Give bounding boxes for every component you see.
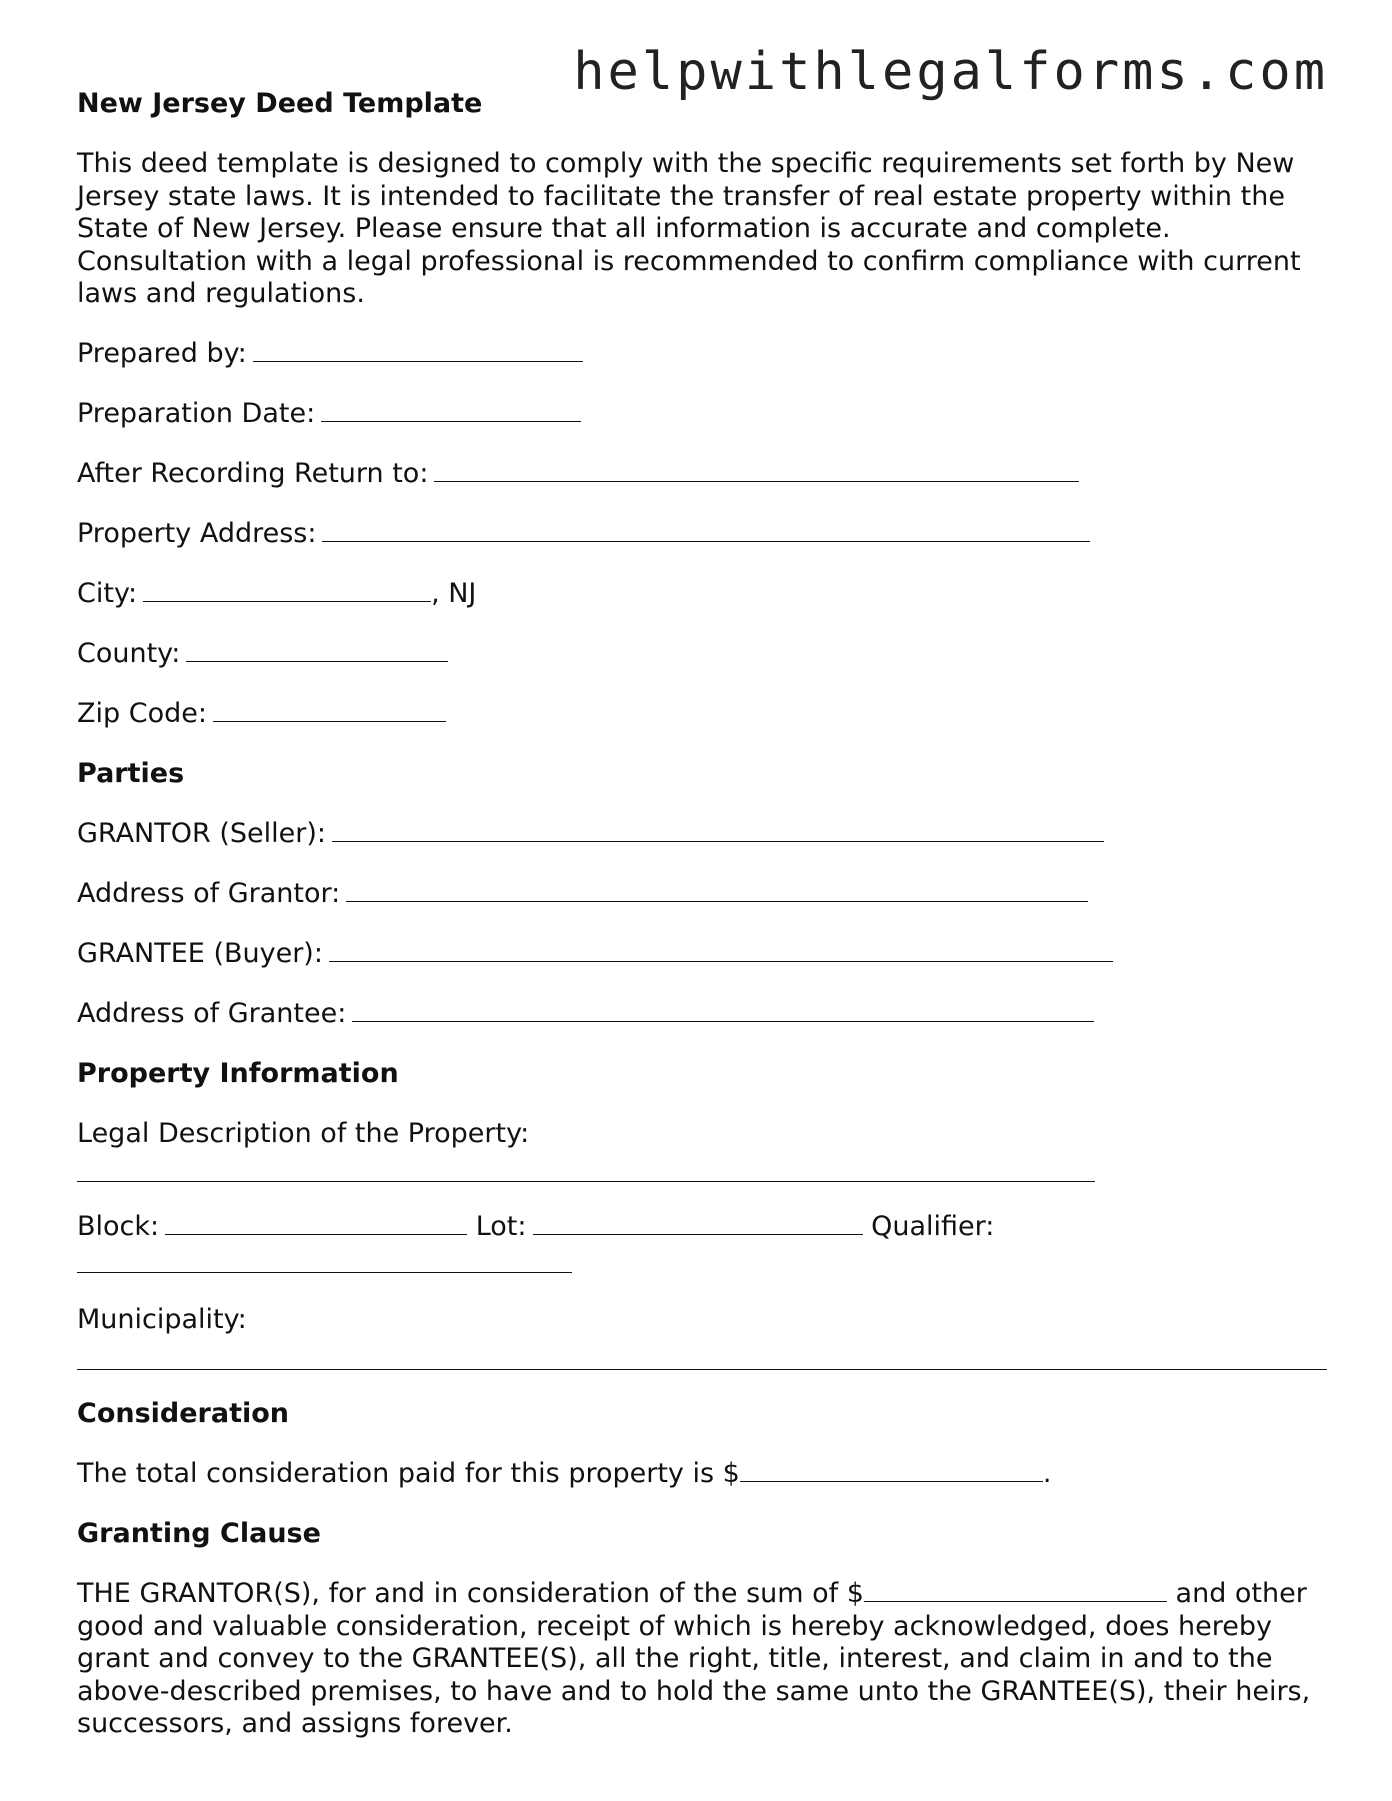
legal-description-field[interactable] — [77, 1181, 1095, 1182]
preparation-date-row — [77, 397, 581, 431]
granting-clause-paragraph — [77, 1578, 1327, 1741]
block-label: Block: — [77, 1211, 160, 1242]
prepared-by-label: Prepared by: — [77, 338, 247, 369]
site-watermark: helpwithlegalforms.com — [573, 42, 1328, 102]
document-title: New Jersey Deed Template — [77, 88, 483, 119]
consideration-row — [77, 1457, 1051, 1491]
grantee-label: GRANTEE (Buyer): — [77, 938, 323, 969]
preparation-date-label: Preparation Date: — [77, 398, 316, 429]
granting-clause-heading: Granting Clause — [77, 1518, 321, 1549]
qualifier-field[interactable] — [77, 1272, 572, 1273]
intro-paragraph: This deed template is designed to comply with the specific requirements set forth by New Jersey state laws. It is intended to facilitate the transfer of real estate property within the State of New Jersey. Please ensure that all information is accurate and complete. Consultation with a legal professional is recommended to confirm compliance with current laws and regulations. — [77, 148, 1301, 309]
grantee-row — [77, 937, 1113, 971]
preparation-date-field[interactable] — [321, 399, 581, 422]
grantor-address-label: Address of Grantor: — [77, 878, 341, 909]
return-to-field[interactable] — [434, 459, 1079, 482]
property-information-heading: Property Information — [77, 1058, 399, 1089]
lot-label: Lot: — [475, 1211, 527, 1242]
zip-label: Zip Code: — [77, 698, 207, 729]
county-field[interactable] — [186, 639, 448, 662]
city-label: City: — [77, 578, 138, 609]
city-state-suffix: , NJ — [431, 578, 477, 609]
zip-field[interactable] — [213, 699, 446, 722]
city-field[interactable] — [143, 579, 431, 602]
grantor-address-row — [77, 877, 1088, 911]
lot-field[interactable] — [533, 1212, 863, 1235]
return-to-row — [77, 457, 1079, 491]
qualifier-label: Qualifier: — [871, 1211, 995, 1242]
municipality-field[interactable] — [77, 1369, 1327, 1370]
grantee-address-row — [77, 997, 1094, 1031]
grantee-field[interactable] — [329, 939, 1113, 962]
grantor-address-field[interactable] — [346, 879, 1088, 902]
zip-row — [77, 697, 446, 731]
grantor-label: GRANTOR (Seller): — [77, 818, 326, 849]
grantor-field[interactable] — [332, 819, 1104, 842]
block-lot-qualifier-row — [77, 1210, 994, 1244]
consideration-period: . — [1042, 1458, 1052, 1489]
granting-clause-text-start: THE GRANTOR(S), for and in consideration of the sum of $ — [77, 1578, 864, 1609]
city-row — [77, 577, 476, 611]
grantee-address-field[interactable] — [352, 999, 1094, 1022]
grantor-row — [77, 817, 1104, 851]
county-row — [77, 637, 448, 671]
municipality-label: Municipality: — [77, 1304, 247, 1335]
consideration-heading: Consideration — [77, 1398, 290, 1429]
block-field[interactable] — [165, 1212, 467, 1235]
granting-sum-field[interactable] — [864, 1579, 1167, 1602]
consideration-amount-field[interactable] — [740, 1459, 1043, 1482]
consideration-text: The total consideration paid for this property is $ — [77, 1458, 740, 1489]
prepared-by-field[interactable] — [253, 339, 583, 362]
grantee-address-label: Address of Grantee: — [77, 998, 347, 1029]
granting-clause-text-end: and other good and valuable consideration, receipt of which is hereby acknowledged, does hereby grant and convey to the GRANTEE(S), all the right, title, interest, and claim in and to the above-described premises, to have and to hold the same unto the GRANTEE(S), their heirs, successors, and assigns forever. — [77, 1578, 1311, 1739]
parties-heading: Parties — [77, 758, 185, 789]
prepared-by-row — [77, 337, 583, 371]
property-address-label: Property Address: — [77, 518, 317, 549]
county-label: County: — [77, 638, 181, 669]
legal-description-label: Legal Description of the Property: — [77, 1118, 530, 1149]
property-address-field[interactable] — [322, 519, 1090, 542]
property-address-row — [77, 517, 1090, 551]
return-to-label: After Recording Return to: — [77, 458, 429, 489]
